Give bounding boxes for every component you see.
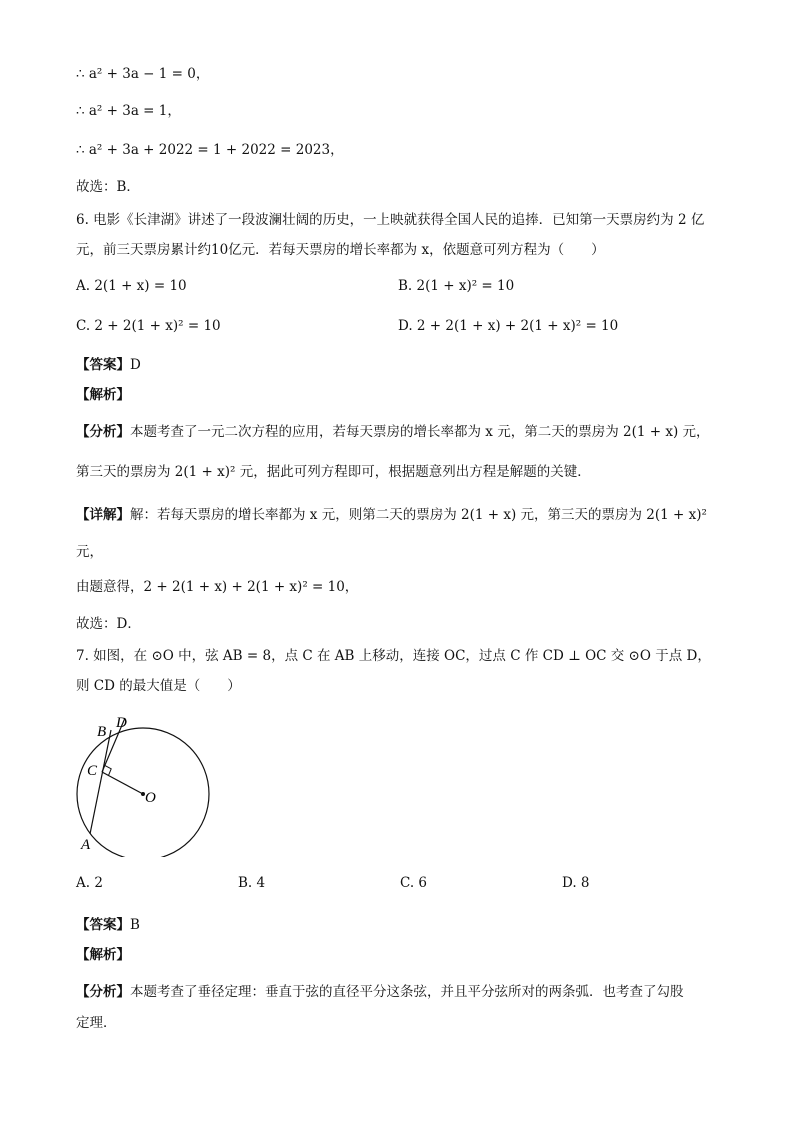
q6-xiangjie-tag: 【详解】 — [76, 507, 130, 523]
q6-option-d: D. 2 + 2(1 + x) + 2(1 + x)² = 10 — [398, 318, 619, 334]
q6-fenxi-line-1 — [76, 422, 710, 442]
q7-analysis-tag: 【解析】 — [76, 947, 130, 963]
q7-analysis-heading — [76, 945, 130, 965]
q6-answer-line — [76, 355, 141, 375]
label-o: O — [145, 790, 156, 806]
q7-answer-tag: 【答案】 — [76, 917, 130, 933]
q6-fenxi-line-2: 第三天的票房为 2(1 + x)² 元，据此可列方程即可，根据题意列出方程是解题的关键． — [76, 464, 591, 480]
q6-xiangjie-line-1 — [76, 505, 707, 525]
q6-answer-tag: 【答案】 — [76, 357, 130, 373]
q6-answer-value: D — [130, 357, 141, 373]
q7-option-b: B. 4 — [238, 875, 266, 891]
q6-xiangjie-line-2: 元， — [76, 544, 103, 560]
q6-option-c: C. 2 + 2(1 + x)² = 10 — [76, 318, 221, 334]
chord-ab — [90, 730, 111, 834]
label-b: B — [97, 724, 107, 740]
q7-fenxi-text-1: 本题考查了垂径定理：垂直于弦的直径平分这条弦，并且平分弦所对的两条弧．也考查了勾股 — [130, 984, 684, 1000]
prev-line-2: ∴ a² + 3a = 1， — [76, 103, 181, 119]
q6-stem-line-1: 6. 电影《长津湖》讲述了一段波澜壮阔的历史，一上映就获得全国人民的追捧．已知第一天票房约为 2 亿 — [76, 212, 705, 228]
segment-oc — [102, 772, 143, 794]
q6-xiangjie-line-4: 故选：D． — [76, 616, 141, 632]
q6-stem-line-2: 元，前三天票房累计约10亿元．若每天票房的增长率都为 x，依题意可列方程为（ ） — [76, 242, 605, 258]
q7-fenxi-line-2: 定理． — [76, 1015, 117, 1031]
prev-line-4: 故选：B． — [76, 179, 140, 195]
q7-answer-value: B — [130, 917, 140, 933]
q7-option-a: A. 2 — [76, 875, 103, 891]
q7-circle-figure — [70, 712, 220, 857]
q7-fenxi-tag: 【分析】 — [76, 984, 130, 1000]
q6-option-a: A. 2(1 + x) = 10 — [76, 278, 187, 294]
q7-option-d: D. 8 — [562, 875, 590, 891]
q7-answer-line — [76, 915, 140, 935]
q6-option-b: B. 2(1 + x)² = 10 — [398, 278, 515, 294]
label-d: D — [116, 715, 127, 731]
q6-fenxi-text-1: 本题考查了一元二次方程的应用，若每天票房的增长率都为 x 元，第二天的票房为 2(1 + x) 元， — [130, 424, 710, 440]
prev-line-1: ∴ a² + 3a − 1 = 0， — [76, 66, 210, 82]
q6-fenxi-tag: 【分析】 — [76, 424, 130, 440]
q7-option-c: C. 6 — [400, 875, 428, 891]
q6-analysis-heading — [76, 385, 130, 405]
q6-xiangjie-text-1: 解：若每天票房的增长率都为 x 元，则第二天的票房为 2(1 + x) 元，第三天的票房为 2(1 + x)² — [130, 507, 707, 523]
label-a: A — [81, 837, 91, 853]
q6-xiangjie-line-3: 由题意得，2 + 2(1 + x) + 2(1 + x)² = 10， — [76, 579, 359, 595]
label-c: C — [87, 763, 98, 779]
q7-fenxi-line-1 — [76, 982, 684, 1002]
q7-stem-line-2: 则 CD 的最大值是（ ） — [76, 678, 241, 694]
prev-line-3: ∴ a² + 3a + 2022 = 1 + 2022 = 2023， — [76, 142, 344, 158]
q7-stem-line-1: 7. 如图，在 ⊙O 中，弦 AB = 8，点 C 在 AB 上移动，连接 OC，过点 C 作 CD ⊥ OC 交 ⊙O 于点 D， — [76, 648, 711, 664]
q6-analysis-tag: 【解析】 — [76, 387, 130, 403]
